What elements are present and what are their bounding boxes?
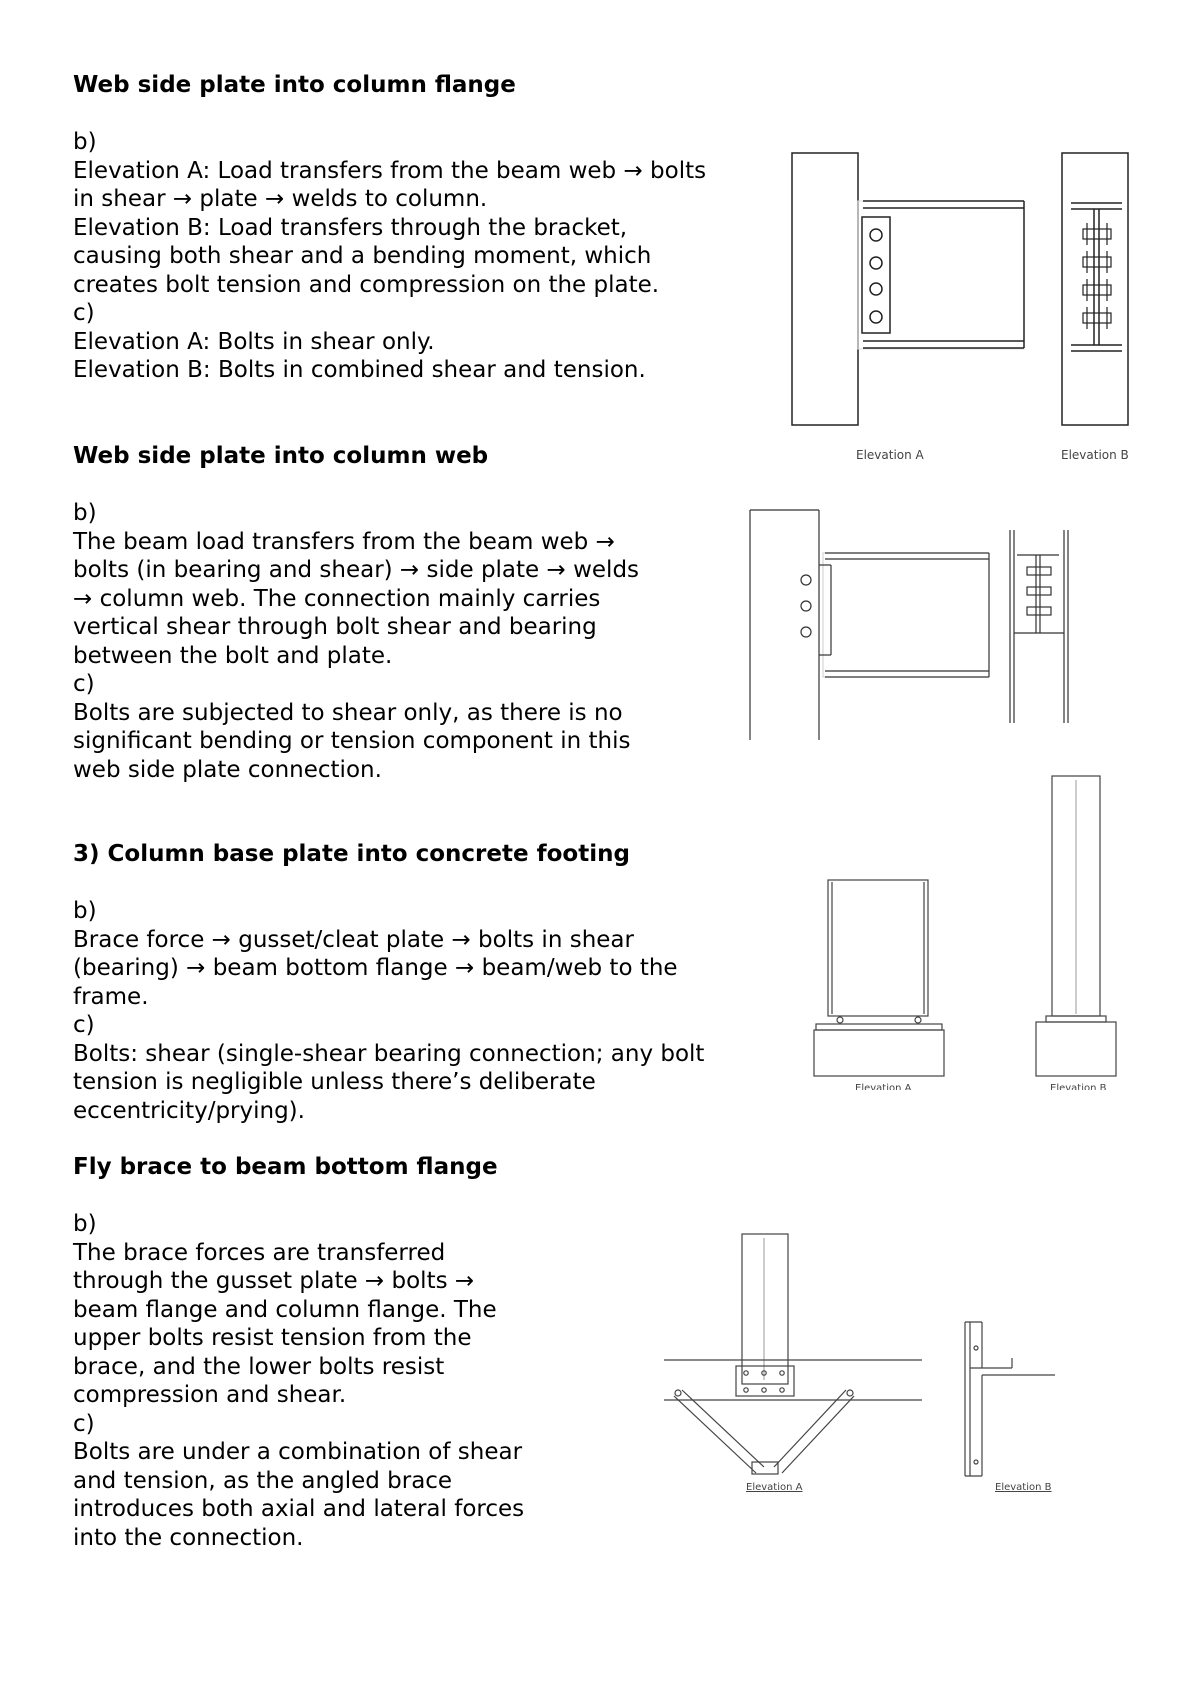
base-plate <box>816 1024 942 1030</box>
body-line: and tension, as the angled brace <box>73 1467 453 1494</box>
body-line: beam flange and column flange. The <box>73 1296 497 1323</box>
caption-elevation-b: Elevation B <box>1061 448 1129 462</box>
section-heading: Web side plate into column flange <box>73 72 516 98</box>
body-line: The beam load transfers from the beam web → <box>73 528 615 555</box>
section-heading: Fly brace to beam bottom flange <box>73 1154 498 1180</box>
body-line: causing both shear and a bending moment, which <box>73 243 652 269</box>
section-heading: 3) Column base plate into concrete footing <box>73 841 630 867</box>
body-line: c) <box>73 300 95 326</box>
body-line: (bearing) → beam bottom flange → beam/web to the <box>73 955 678 981</box>
body-line: b) <box>73 1211 97 1237</box>
section-column-web <box>73 441 639 784</box>
body-line: Brace force → gusset/cleat plate → bolts in shear <box>73 926 634 953</box>
section-column-base-plate <box>73 839 704 1125</box>
body-line: Elevation B: Load transfers through the bracket, <box>73 214 628 241</box>
body-line: significant bending or tension component in this <box>73 728 631 754</box>
body-line: in shear → plate → welds to column. <box>73 186 488 212</box>
body-line: b) <box>73 500 97 526</box>
body-line: c) <box>73 1410 95 1437</box>
body-line: through the gusset plate → bolts → <box>73 1268 475 1294</box>
figure-fly-brace <box>660 1230 1060 1510</box>
section-column-flange <box>73 70 706 385</box>
body-line: creates bolt tension and compression on the plate. <box>73 271 660 298</box>
body-line: vertical shear through bolt shear and bearing <box>73 614 597 640</box>
section-fly-brace <box>73 1152 524 1552</box>
body-line: upper bolts resist tension from the <box>73 1325 472 1351</box>
column-elevation-b <box>1062 153 1128 425</box>
caption-elevation-b: Elevation B <box>1050 1083 1107 1090</box>
body-line: → column web. The connection mainly carries <box>73 585 601 612</box>
body-line: Bolts are subjected to shear only, as there is no <box>73 699 623 726</box>
body-line: Bolts are under a combination of shear <box>73 1439 523 1465</box>
caption-elevation-b: Elevation B <box>995 1482 1052 1493</box>
body-line: b) <box>73 898 97 924</box>
body-line: Bolts: shear (single-shear bearing connection; any bolt <box>73 1040 705 1067</box>
caption-elevation-a: Elevation A <box>855 1083 912 1090</box>
body-line: tension is negligible unless there’s deliberate <box>73 1069 596 1095</box>
body-line: introduces both axial and lateral forces <box>73 1496 525 1522</box>
section-heading: Web side plate into column web <box>73 443 489 469</box>
body-line: into the connection. <box>73 1524 304 1551</box>
body-line: between the bolt and plate. <box>73 642 393 669</box>
body-line: frame. <box>73 983 149 1010</box>
caption-elevation-a: Elevation A <box>746 1482 803 1493</box>
body-line: compression and shear. <box>73 1382 347 1408</box>
body-line: c) <box>73 671 95 697</box>
body-line: web side plate connection. <box>73 756 382 783</box>
caption-elevation-a: Elevation A <box>856 448 924 462</box>
column-elevation-a <box>742 1234 788 1384</box>
body-line: The brace forces are transferred <box>73 1239 446 1266</box>
figure-column-base-plate <box>810 770 1130 1090</box>
body-line: eccentricity/prying). <box>73 1097 305 1124</box>
body-line: bolts (in bearing and shear) → side plate → welds <box>73 557 640 583</box>
column-elevation-a <box>828 880 928 1016</box>
figure-column-flange-connection <box>780 145 1140 465</box>
body-line: brace, and the lower bolts resist <box>73 1353 445 1380</box>
column-flange-elevation-a <box>792 153 858 425</box>
body-line: c) <box>73 1012 95 1038</box>
body-line: b) <box>73 129 97 155</box>
side-plate <box>862 217 890 333</box>
body-line: Elevation A: Load transfers from the beam web → bolts <box>73 157 707 184</box>
body-line: Elevation A: Bolts in shear only. <box>73 328 435 355</box>
concrete-footing <box>814 1030 944 1076</box>
figure-column-web-connection <box>745 505 1090 745</box>
body-line: Elevation B: Bolts in combined shear and tension. <box>73 357 646 383</box>
